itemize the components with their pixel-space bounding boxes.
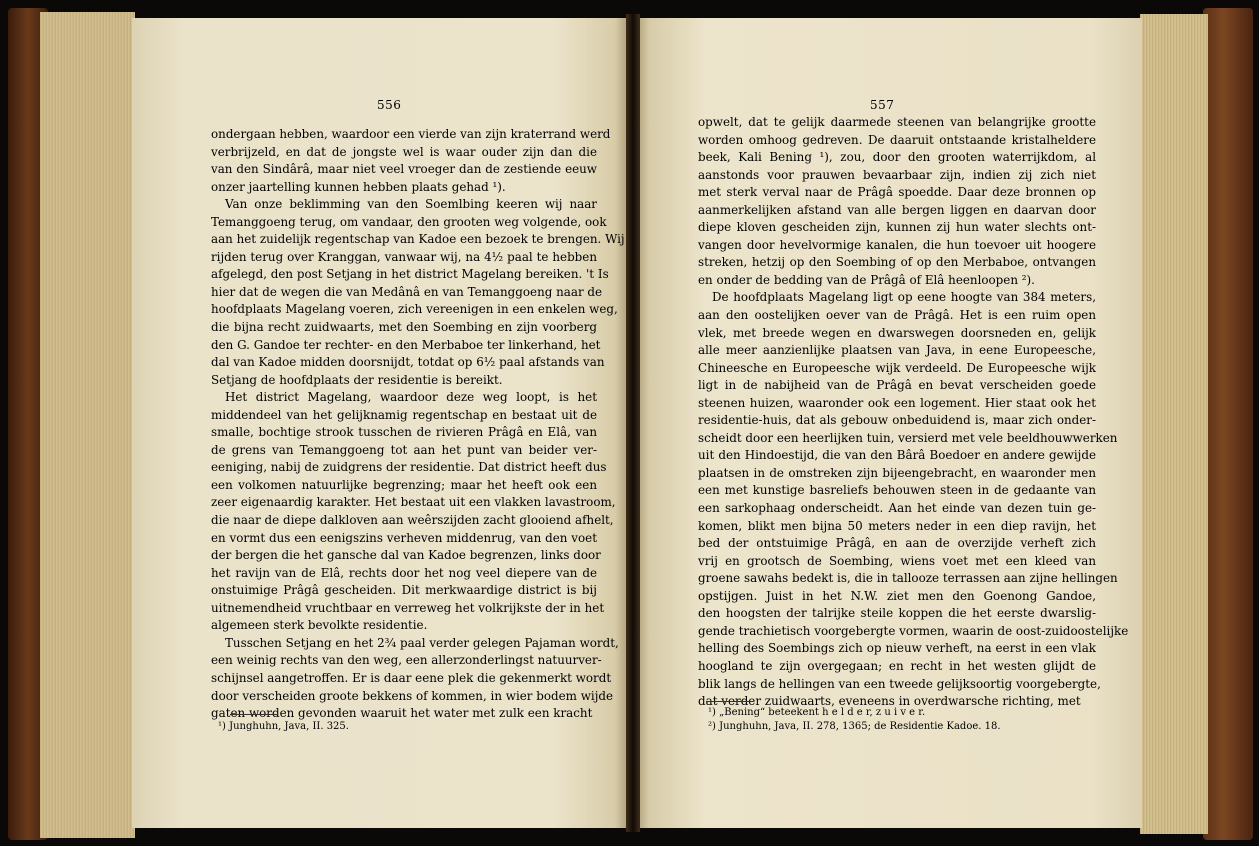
text-line: Setjang de hoofdplaats der residentie is bereikt.	[211, 372, 503, 387]
right-page-body	[698, 114, 1129, 711]
text-line: bed der ontstuimige Prâgâ, en aan de overzijde verheft zich	[698, 536, 1096, 551]
text-line: Chineesche en Europeesche wijk verdeeld. De Europeesche wijk	[698, 360, 1096, 375]
book-gutter	[626, 14, 640, 832]
text-line: eeniging, nabij de zuidgrens der residentie. Dat district heeft dus	[211, 460, 607, 475]
text-line: aan den oostelijken oever van de Prâgâ. Het is een ruim open	[698, 308, 1096, 323]
text-line: het ravijn van de Elâ, rechts door het nog veel diepere van de	[211, 565, 597, 580]
text-line: hoogland te zijn overgegaan; en recht in het westen glijdt de	[698, 658, 1096, 673]
text-line: den hoogsten der talrijke steile koppen die het eerste dwarslig-	[698, 606, 1096, 621]
text-line: ligt in de nabijheid van de Prâgâ en bevat verscheiden goede	[698, 378, 1096, 393]
page-edges-left	[40, 12, 135, 838]
text-line: een volkomen natuurlijke begrenzing; maar het heeft ook een	[211, 477, 597, 492]
text-line: worden omhoog gedreven. De daaruit ontstaande kristalheldere	[698, 132, 1096, 147]
text-line: uit den Hindoestijd, die van den Bârâ Boedoer en andere gewijde	[698, 448, 1096, 463]
text-line: ondergaan hebben, waardoor een vierde van zijn kraterrand werd	[211, 127, 611, 141]
text-line: aanstonds voor prauwen bevaarbaar zijn, indien zij zich niet	[698, 167, 1096, 182]
text-line: en vormt dus een eenigszins verheven middenrug, van den voet	[211, 530, 597, 545]
left-page-body	[211, 126, 625, 723]
text-line: van den Sindârâ, maar niet veel vroeger dan de zestiende eeuw	[211, 162, 597, 177]
text-line: helling des Soembings zich op nieuw verheft, na eerst in een vlak	[698, 641, 1096, 656]
text-line: steenen huizen, waaronder ook een logement. Hier staat ook het	[698, 395, 1096, 410]
text-line: algemeen sterk bevolkte residentie.	[211, 618, 428, 633]
text-line: een sarkophaag onderscheidt. Aan het einde van dezen tuin ge-	[698, 501, 1096, 516]
text-line: Temanggoeng terug, om vandaar, den grooten weg volgende, ook	[211, 214, 607, 229]
text-line: schijnsel aangetroffen. Er is daar eene plek die gekenmerkt wordt	[211, 670, 612, 685]
text-line: smalle, bochtige strook tusschen de rivieren Prâgâ en Elâ, van	[211, 425, 597, 440]
text-line: residentie-huis, dat als gebouw onbeduidend is, maar zich onder-	[698, 413, 1096, 428]
text-line: dal van Kadoe midden doorsnijdt, totdat op 6½ paal afstands van	[211, 355, 605, 370]
text-line: Van onze beklimming van den Soemlbing keeren wij naar	[225, 197, 597, 212]
text-line: de grens van Temanggoeng tot aan het punt van beider ver-	[211, 442, 597, 457]
text-line: een weinig rechts van den weg, een allerzonderlingst natuurver-	[211, 653, 602, 668]
footnote-right-2: ²) Junghuhn, Java, II. 278, 1365; de Residentie Kadoe. 18.	[708, 721, 1001, 732]
footnote-left-1: ¹) Junghuhn, Java, II. 325.	[218, 721, 349, 732]
text-line: beek, Kali Bening ¹), zou, door den grooten waterrijkdom, al	[698, 150, 1096, 165]
text-line: die bijna recht zuidwaarts, met den Soembing en zijn voorberg	[211, 320, 597, 335]
page-number-left: 556	[377, 98, 402, 112]
text-line: hier dat de wegen die van Medânâ en van Temanggoeng naar de	[211, 284, 603, 299]
text-line: vrij en grootsch de Soembing, wiens voet met een kleed van	[698, 553, 1096, 568]
text-line: aan het zuidelijk regentschap van Kadoe een bezoek te brengen. Wij	[211, 232, 625, 247]
text-line: dat verder zuidwaarts, eveneens in overdwarsche richting, met	[698, 694, 1081, 709]
text-line: plaatsen in de omstreken zijn bijeengebracht, en waaronder men	[698, 465, 1096, 480]
footnote-rule-right	[706, 701, 754, 702]
text-line: gaten worden gevonden waaruit het water met zulk een kracht	[211, 706, 593, 721]
text-line: komen, blikt men bijna 50 meters neder in een diep ravijn, het	[698, 518, 1096, 533]
text-line: verbrijzeld, en dat de jongste wel is waar ouder zijn dan die	[211, 144, 597, 159]
text-line: een met kunstige basreliefs behouwen steen in de gedaante van	[698, 483, 1096, 498]
text-line: diepe kloven gescheiden zijn, kunnen zij hun water slechts ont-	[698, 220, 1096, 235]
text-line: aanmerkelijken afstand van alle bergen liggen en daarvan door	[698, 202, 1096, 217]
text-line: streken, hetzij op den Soembing of op den Merbaboe, ontvangen	[698, 255, 1096, 270]
page-number-right: 557	[870, 98, 895, 112]
text-line: alle meer aanzienlijke plaatsen van Java, in eene Europeesche,	[698, 343, 1096, 358]
text-line: blik langs de hellingen van een tweede gelijksoortig voorgebergte,	[698, 676, 1101, 691]
text-line: door verscheiden groote bekkens of kommen, in wier bodem wijde	[211, 688, 614, 703]
text-line: der bergen die het gansche dal van Kadoe begrenzen, links door	[211, 548, 601, 563]
text-line: uitnemendheid vruchtbaar en verreweg het volkrijkste der in het	[211, 600, 605, 615]
text-line: middendeel van het gelijknamig regentschap en bestaat uit de	[211, 407, 597, 422]
text-line: onstuimige Prâgâ gescheiden. Dit merkwaardige district is bij	[211, 583, 597, 598]
text-line: opstijgen. Juist in het N.W. ziet men den Goenong Gandoe,	[698, 588, 1096, 603]
text-line: groene sawahs bedekt is, die in tallooze terrassen aan zijne hellingen	[698, 571, 1118, 586]
text-line: gende trachietisch voorgebergte vormen, waarin de oost-zuidoostelijke	[698, 623, 1129, 638]
text-line: De hoofdplaats Magelang ligt op eene hoogte van 384 meters,	[712, 290, 1096, 305]
text-line: en onder de bedding van de Prâgâ of Elâ heenloopen ²).	[698, 272, 1035, 287]
text-line: scheidt door een heerlijken tuin, versierd met vele beeldhouwwerken	[698, 430, 1118, 445]
footnote-right-1: ¹) „Bening“ beteekent h e l d e r, z u i v e r.	[708, 707, 926, 718]
text-line: zeer eigenaardig karakter. Het bestaat uit een vlakken lavastroom,	[211, 495, 616, 510]
text-line: den G. Gandoe ter rechter- en den Merbaboe ter linkerhand, het	[211, 337, 601, 352]
text-line: opwelt, dat te gelijk daarmede steenen van belangrijke grootte	[698, 115, 1096, 129]
text-line: vlek, met breede wegen en dwarswegen doorsneden en, gelijk	[698, 325, 1096, 340]
page-edges-right	[1140, 14, 1208, 834]
text-line: Tusschen Setjang en het 2¾ paal verder gelegen Pajaman wordt,	[225, 635, 619, 650]
text-line: afgelegd, den post Setjang in het district Magelang bereiken. 't Is	[211, 267, 609, 282]
text-line: hoofdplaats Magelang voeren, zich vereenigen in een enkelen weg,	[211, 302, 618, 317]
text-line: vangen door hevelvormige kanalen, die hun toevoer uit hoogere	[698, 237, 1096, 252]
text-line: onzer jaartelling kunnen hebben plaats gehad ¹).	[211, 179, 506, 194]
text-line: met sterk verval naar de Prâgâ spoedde. Daar deze bronnen op	[698, 185, 1096, 200]
book-cover-right	[1203, 8, 1253, 840]
text-line: rijden terug over Kranggan, vanwaar wij, na 4½ paal te hebben	[211, 249, 597, 264]
text-line: die naar de diepe dalkloven aan weêrszijden zacht glooiend afhelt,	[211, 513, 614, 528]
footnote-rule-left	[230, 714, 278, 715]
text-line: Het district Magelang, waardoor deze weg loopt, is het	[225, 390, 597, 405]
